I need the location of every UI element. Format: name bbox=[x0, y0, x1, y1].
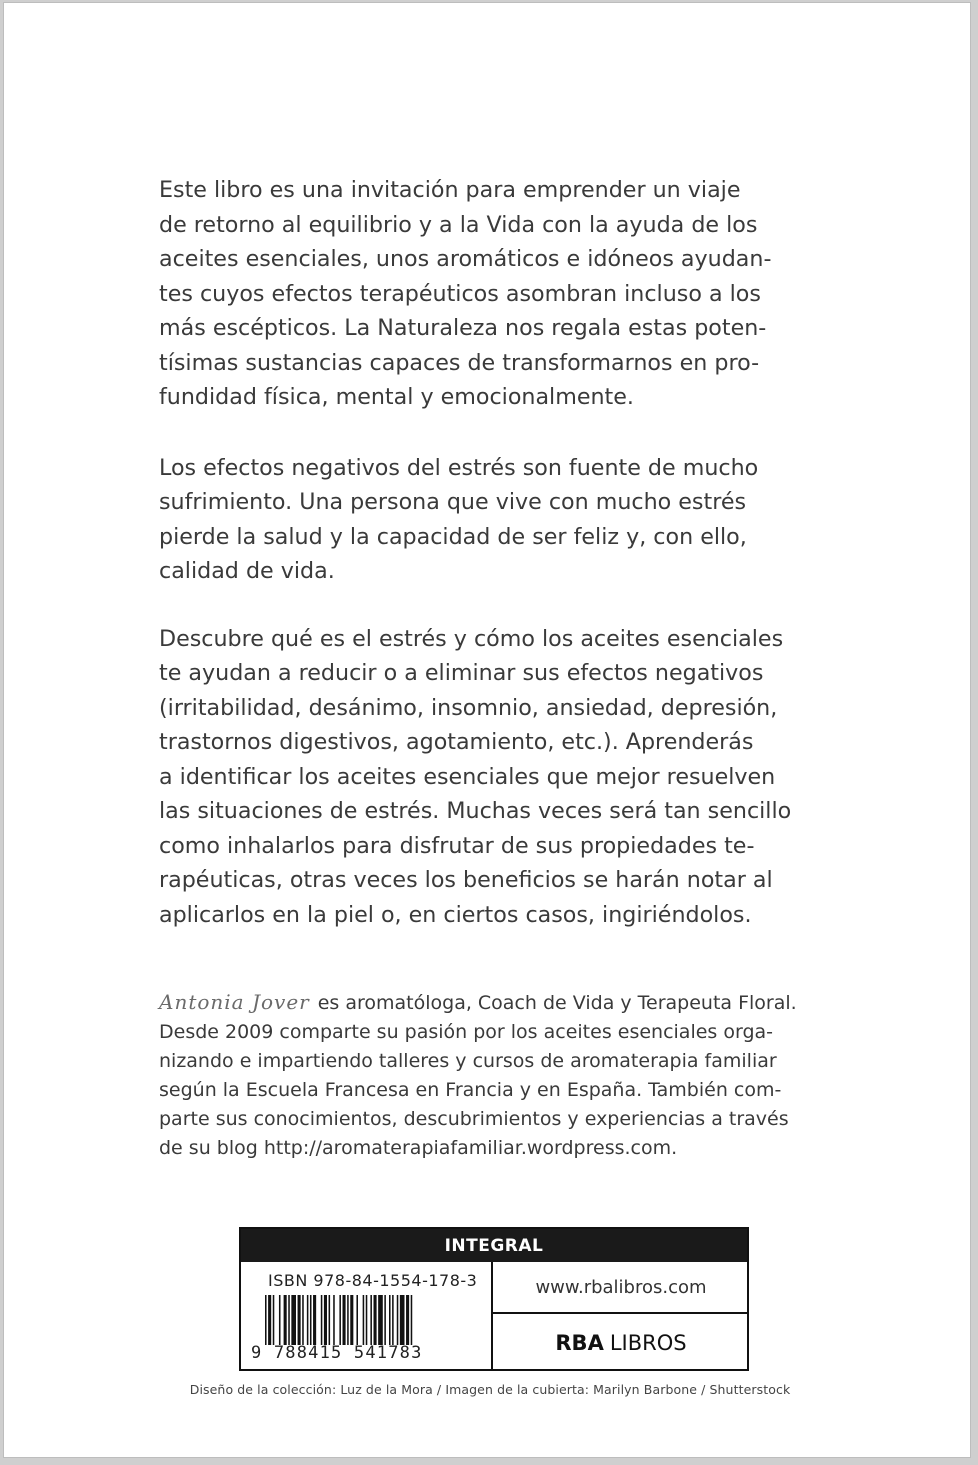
barcode-bar bbox=[329, 1295, 331, 1345]
barcode-bar bbox=[356, 1295, 358, 1345]
barcode-bar bbox=[400, 1295, 405, 1345]
barcode-bar bbox=[307, 1295, 309, 1345]
bio-line: de su blog http://aromaterapiafamiliar.wordpress.com. bbox=[159, 1137, 678, 1159]
blurb-line: fundidad física, mental y emocionalmente. bbox=[159, 384, 634, 410]
barcode-bar bbox=[291, 1295, 296, 1345]
barcode-bar bbox=[268, 1295, 271, 1345]
barcode-bar bbox=[384, 1295, 386, 1345]
barcode-bar bbox=[347, 1295, 349, 1345]
barcode-bar bbox=[310, 1295, 312, 1345]
author-bio bbox=[159, 988, 839, 1163]
blurb-line: rapéuticas, otras veces los beneficios se harán notar al bbox=[159, 867, 773, 893]
cover-credits: Diseño de la colección: Luz de la Mora / Imagen de la cubierta: Marilyn Barbone / Shutterstock bbox=[189, 1382, 791, 1397]
barcode-bar bbox=[333, 1295, 335, 1345]
blurb-line: Descubre qué es el estrés y cómo los aceites esenciales bbox=[159, 625, 784, 652]
collection-label: INTEGRAL bbox=[241, 1229, 747, 1262]
barcode-bar bbox=[374, 1295, 377, 1345]
barcode-bar bbox=[273, 1295, 275, 1345]
barcode-bar bbox=[339, 1295, 341, 1345]
barcode-bar bbox=[284, 1295, 287, 1345]
blurb-line: Este libro es una invitación para emprender un viaje bbox=[159, 177, 741, 203]
publisher-logo bbox=[493, 1314, 749, 1371]
barcode-bar bbox=[324, 1295, 327, 1345]
barcode-bar bbox=[389, 1295, 391, 1345]
blurb-line: como inhalarlos para disfrutar de sus propiedades te- bbox=[159, 832, 755, 859]
blurb-line: tes cuyos efectos terapéuticos asombran incluso a los bbox=[159, 280, 761, 307]
barcode-bar bbox=[378, 1295, 383, 1345]
blurb-line: tísimas sustancias capaces de transformarnos en pro- bbox=[159, 349, 760, 376]
blurb-line: a identificar los aceites esenciales que mejor resuelven bbox=[159, 763, 776, 790]
barcode-bar bbox=[313, 1295, 316, 1345]
blurb-line: más escépticos. La Naturaleza nos regala estas poten- bbox=[159, 315, 767, 341]
barcode-bar bbox=[350, 1295, 353, 1345]
publisher-logo-bold: RBA bbox=[555, 1330, 604, 1355]
bio-line: es aromatóloga, Coach de Vida y Terapeuta Floral. bbox=[317, 992, 797, 1014]
barcode-bar bbox=[321, 1295, 323, 1345]
barcode-bar bbox=[279, 1295, 281, 1345]
blurb-paragraph-2 bbox=[159, 451, 839, 589]
blurb-line: de retorno al equilibrio y a la Vida con la ayuda de los bbox=[159, 211, 758, 238]
back-cover bbox=[3, 2, 971, 1458]
blurb-line: aceites esenciales, unos aromáticos e idóneos ayudan- bbox=[159, 246, 772, 272]
publisher-logo-text: LIBROS bbox=[609, 1330, 687, 1355]
barcode-bar bbox=[366, 1295, 368, 1345]
barcode-bar bbox=[343, 1295, 346, 1345]
author-signature: Antonia Jover bbox=[159, 990, 310, 1014]
barcode-bar bbox=[406, 1295, 409, 1345]
blurb-line: calidad de vida. bbox=[159, 558, 335, 584]
blurb-line: Los efectos negativos del estrés son fuente de mucho bbox=[159, 454, 759, 481]
barcode-bar bbox=[302, 1295, 304, 1345]
blurb-line: sufrimiento. Una persona que vive con mucho estrés bbox=[159, 489, 747, 515]
blurb-line: aplicarlos en la piel o, en ciertos casos, ingiriéndolos. bbox=[159, 901, 752, 928]
blurb-line: pierde la salud y la capacidad de ser feliz y, con ello, bbox=[159, 523, 747, 550]
barcode-icon bbox=[265, 1295, 473, 1345]
publisher-website: www.rbalibros.com bbox=[535, 1276, 707, 1298]
blurb-line: trastornos digestivos, agotamiento, etc.). Aprenderás bbox=[159, 729, 754, 755]
barcode-bar bbox=[298, 1295, 301, 1345]
isbn: ISBN 978-84-1554-178-3 bbox=[268, 1271, 478, 1290]
blurb-line: te ayudan a reducir o a eliminar sus efectos negativos bbox=[159, 660, 764, 686]
bio-line: según la Escuela Francesa en Francia y en España. También com- bbox=[159, 1079, 782, 1101]
bio-first-line bbox=[159, 988, 839, 1018]
publisher-info-box bbox=[239, 1227, 749, 1371]
barcode-bar bbox=[411, 1295, 413, 1345]
bio-line: nizando e impartiendo talleres y cursos de aromaterapia familiar bbox=[159, 1050, 777, 1072]
barcode-bar bbox=[288, 1295, 290, 1345]
bio-line: Desde 2009 comparte su pasión por los aceites esenciales orga- bbox=[159, 1021, 774, 1043]
blurb bbox=[159, 173, 839, 932]
blurb-paragraph-1 bbox=[159, 173, 839, 415]
barcode-bar bbox=[392, 1295, 394, 1345]
bio-line: parte sus conocimientos, descubrimientos y experiencias a través bbox=[159, 1108, 789, 1130]
blurb-line: las situaciones de estrés. Muchas veces será tan sencillo bbox=[159, 798, 792, 824]
barcode-bar bbox=[363, 1295, 365, 1345]
blurb-line: (irritabilidad, desánimo, insomnio, ansiedad, depresión, bbox=[159, 694, 778, 721]
barcode-bar bbox=[397, 1295, 399, 1345]
barcode-bar bbox=[370, 1295, 372, 1345]
barcode-bar bbox=[265, 1295, 267, 1345]
blurb-paragraph-3 bbox=[159, 622, 839, 933]
ean-number: 9 788415 541783 bbox=[251, 1343, 423, 1363]
